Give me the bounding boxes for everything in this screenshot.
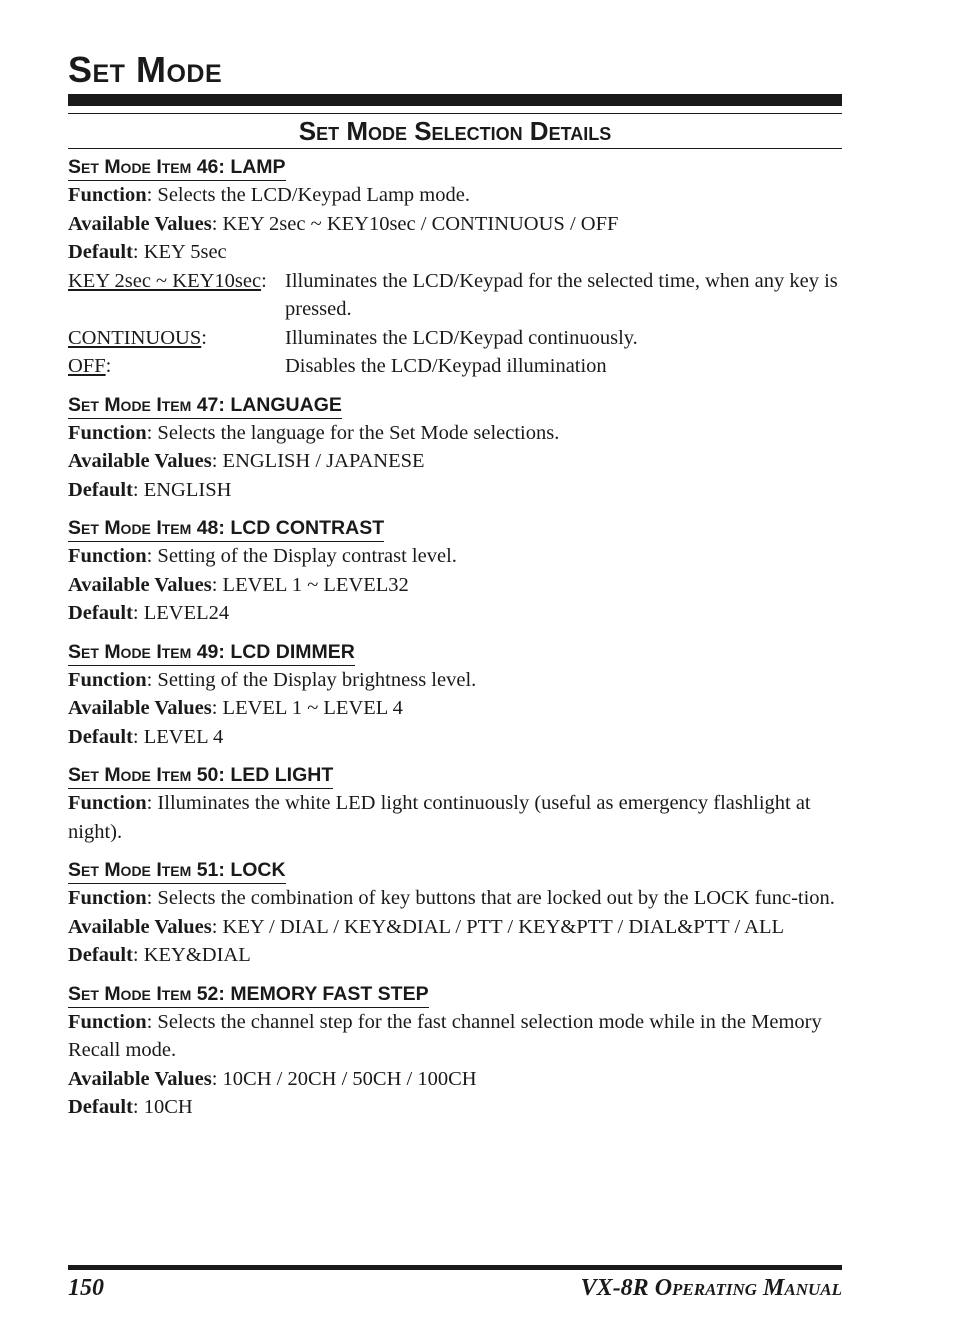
- option-sep: :: [201, 326, 207, 349]
- default-label: Default: [68, 944, 133, 966]
- function-line: [68, 884, 842, 913]
- section-title: Set Mode Selection Details: [298, 116, 612, 146]
- default-line: [68, 238, 842, 267]
- values-line: [68, 1065, 842, 1094]
- option-key: CONTINUOUS: [68, 326, 202, 349]
- values-text: : 10CH / 20CH / 50CH / 100CH: [211, 1067, 477, 1090]
- default-label: Default: [68, 478, 133, 501]
- set-mode-item: [68, 858, 842, 970]
- function-line: [68, 666, 842, 695]
- item-heading-suffix: 48: LCD CONTRAST: [191, 517, 385, 539]
- function-line: [68, 419, 842, 448]
- item-heading: [68, 858, 842, 884]
- item-heading-prefix: Set Mode Item: [68, 517, 192, 539]
- function-text: : Selects the LCD/Keypad Lamp mode.: [146, 184, 470, 206]
- footer-rule: [68, 1265, 842, 1270]
- values-label: Available Values: [68, 450, 212, 472]
- manual-title: [581, 1273, 842, 1303]
- item-heading: [68, 155, 842, 181]
- option-sep: :: [105, 355, 112, 377]
- default-text: : LEVEL 4: [132, 725, 224, 748]
- option-row: [68, 324, 842, 353]
- function-label: Function: [68, 668, 147, 691]
- option-key: OFF: [68, 355, 106, 377]
- default-line: [68, 599, 842, 628]
- set-mode-item: [68, 155, 842, 381]
- default-line: [68, 1093, 842, 1122]
- item-heading: [68, 763, 842, 789]
- values-line: [68, 210, 842, 239]
- default-text: : LEVEL24: [132, 602, 230, 624]
- default-label: Default: [68, 241, 133, 263]
- function-label: Function: [68, 545, 147, 567]
- values-text: : LEVEL 1 ~ LEVEL 4: [211, 697, 403, 719]
- item-heading-prefix: Set Mode Item: [68, 156, 192, 178]
- item-heading: [68, 393, 842, 419]
- function-text: : Selects the combination of key buttons that are locked out by the LOCK func-tion.: [146, 887, 835, 909]
- set-mode-item: [68, 516, 842, 628]
- default-line: [68, 476, 842, 505]
- function-text: : Selects the language for the Set Mode selections.: [146, 421, 560, 444]
- default-label: Default: [68, 1096, 133, 1118]
- item-heading-suffix: 50: LED LIGHT: [191, 764, 334, 786]
- option-desc: Illuminates the LCD/Keypad for the selected time, when any key is pressed.: [285, 269, 838, 320]
- default-line: [68, 941, 842, 970]
- function-text: : Selects the channel step for the fast channel selection mode while in the Memory Recall mode.: [68, 1010, 822, 1061]
- function-text: : Setting of the Display contrast level.: [146, 545, 457, 567]
- values-line: [68, 571, 842, 600]
- title-divider: [68, 94, 842, 106]
- values-line: [68, 913, 842, 942]
- item-heading-prefix: Set Mode Item: [68, 982, 192, 1005]
- function-label: Function: [68, 1010, 147, 1033]
- page-title: Set Mode: [68, 49, 223, 90]
- function-label: Function: [68, 184, 147, 206]
- item-heading: [68, 640, 842, 666]
- default-label: Default: [68, 725, 133, 748]
- default-label: Default: [68, 602, 133, 624]
- values-label: Available Values: [68, 1067, 212, 1090]
- default-text: : ENGLISH: [132, 478, 232, 501]
- section-rule-bottom: [68, 148, 842, 149]
- values-text: : KEY / DIAL / KEY&DIAL / PTT / KEY&PTT / DIAL&PTT / ALL: [211, 915, 784, 938]
- section-rule-top: [68, 113, 842, 114]
- function-line: [68, 789, 842, 846]
- function-label: Function: [68, 887, 147, 909]
- item-heading-suffix: 47: LANGUAGE: [191, 393, 342, 416]
- function-line: [68, 542, 842, 571]
- default-text: : KEY&DIAL: [132, 944, 251, 966]
- default-line: [68, 723, 842, 752]
- manual-title-text: Operating Manual: [654, 1275, 842, 1301]
- default-text: : KEY 5sec: [132, 241, 227, 263]
- item-heading: [68, 516, 842, 542]
- item-heading-suffix: 49: LCD DIMMER: [191, 640, 355, 663]
- item-heading-suffix: 52: MEMORY FAST STEP: [191, 982, 429, 1005]
- set-mode-item: [68, 640, 842, 752]
- function-text: : Illuminates the white LED light continuously (useful as emergency flashlight at night).: [68, 792, 811, 843]
- item-heading-prefix: Set Mode Item: [68, 640, 192, 663]
- item-heading-prefix: Set Mode Item: [68, 764, 192, 786]
- set-mode-item: [68, 763, 842, 846]
- function-line: [68, 181, 842, 210]
- manual-model: VX-8R: [580, 1275, 649, 1301]
- option-key: KEY 2sec ~ KEY10sec: [68, 269, 262, 292]
- option-desc: Illuminates the LCD/Keypad continuously.: [285, 326, 638, 349]
- values-line: [68, 694, 842, 723]
- default-text: : 10CH: [132, 1096, 193, 1118]
- function-label: Function: [68, 792, 147, 814]
- item-heading-suffix: 46: LAMP: [191, 156, 286, 178]
- page-number: 150: [68, 1275, 104, 1301]
- values-line: [68, 447, 842, 476]
- item-heading-prefix: Set Mode Item: [68, 393, 192, 416]
- values-text: : LEVEL 1 ~ LEVEL32: [211, 573, 409, 596]
- set-mode-item: [68, 982, 842, 1122]
- values-label: Available Values: [68, 915, 212, 938]
- item-heading-suffix: 51: LOCK: [191, 859, 286, 881]
- values-label: Available Values: [68, 697, 212, 719]
- item-list: [68, 155, 842, 1122]
- set-mode-item: [68, 393, 842, 505]
- values-text: : KEY 2sec ~ KEY10sec / CONTINUOUS / OFF: [211, 212, 619, 235]
- item-heading-prefix: Set Mode Item: [68, 859, 192, 881]
- values-label: Available Values: [68, 573, 212, 596]
- function-label: Function: [68, 421, 147, 444]
- function-line: [68, 1008, 842, 1065]
- item-heading: [68, 982, 842, 1008]
- values-text: : ENGLISH / JAPANESE: [211, 450, 425, 472]
- option-desc: Disables the LCD/Keypad illumination: [285, 355, 607, 377]
- values-label: Available Values: [68, 212, 212, 235]
- option-row: [68, 352, 842, 381]
- function-text: : Setting of the Display brightness level.: [146, 668, 477, 691]
- option-sep: :: [261, 269, 267, 292]
- option-row: [68, 267, 842, 324]
